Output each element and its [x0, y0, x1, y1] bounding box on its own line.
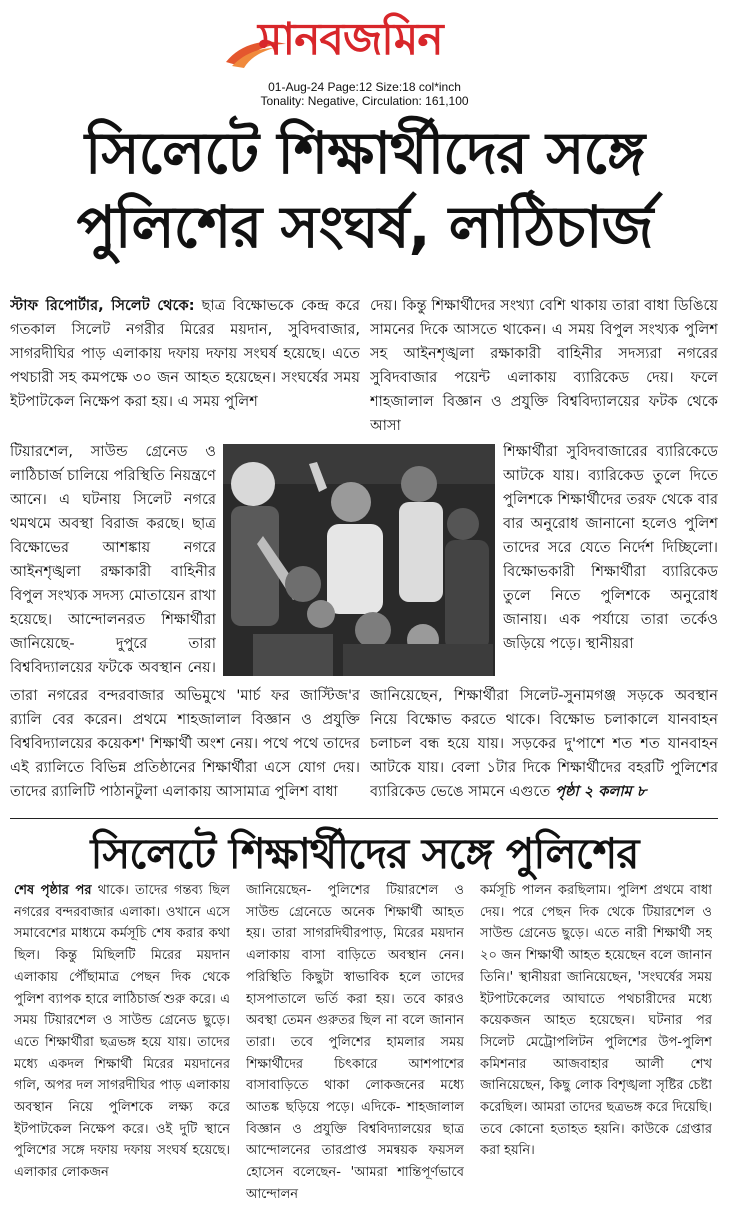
protest-photo-image: [223, 444, 495, 676]
news-photo: [223, 444, 495, 676]
article-text: ছাত্র বিক্ষোভকে কেন্দ্র করে গতকাল সিলেট নগরীর মিরের ময়দান, সুবিদবাজার, সাগরদীঘির পাড় এলাকায় দফায় দফায় সংঘর্ষ হয়েছে। এতে পথচারী সহ কমপক্ষে ৩০ জন আহত হয়েছেন। সংঘর্ষের সময় ইটপাটকেল নিক্ষেপ করা হয়। এ সময় পুলিশ: [10, 297, 360, 410]
article-text: শিক্ষার্থীরা সুবিদবাজারের ব্যারিকেডে আটকে যায়। ব্যারিকেড তুলে দিতে পুলিশকে শিক্ষার্থীদের তরফ থেকে বার বার অনুরোধ জানানো হলেও পুলিশ তাদের সরে যেতে নির্দেশ দিচ্ছিলো। বিক্ষোভকারী শিক্ষার্থীরা ব্যারিকেড তুলে নিতে পুলিশকে অনুরোধ জানায়। এক পর্যায়ে তারা তর্কেও জড়িয়ে পড়ে। স্থানীয়রা: [503, 443, 718, 652]
article-col-left-bottom: [10, 684, 360, 806]
headline-line2: পুলিশের সংঘর্ষ, লাঠিচার্জ: [76, 193, 653, 261]
continuation-col2: [246, 880, 464, 1214]
clip-meta-line1: 01-Aug-24 Page:12 Size:18 col*inch: [268, 80, 461, 94]
article-col-right-top: [370, 294, 718, 440]
continuation-lead-in: শেষ পৃষ্ঠার পর: [14, 883, 92, 898]
article-text: দেয়। কিন্তু শিক্ষার্থীদের সংখ্যা বেশি থাকায় তারা বাধা ডিঙিয়ে সামনের দিকে আসতে থাকেন। এ সময় বিপুল সংখ্যক পুলিশ সহ আইনশৃঙ্খলা রক্ষাকারী বাহিনীর সদস্যরা নগরের সুবিদবাজার পয়েন্ট এলাকায় ব্যারিকেড দেয়। ফলে শাহজালাল বিজ্ঞান ও প্রযুক্তি বিশ্ববিদ্যালয়ের ফটক থেকে আসা: [370, 297, 718, 434]
article-text: জানিয়েছেন, শিক্ষার্থীরা সিলেট-সুনামগঞ্জ সড়কে অবস্থান নিয়ে বিক্ষোভ করতে থাকে। বিক্ষোভ চলাকালে যানবাহন চলাচল বন্ধ হয়ে যায়। সড়কের দু'পাশে শত শত যানবাহন আটকে যায়। বেলা ১টার দিকে শিক্ষার্থীদের বহরটি পুলিশের ব্যারিকেড ভেঙে সামনে এগুতে: [370, 687, 718, 800]
main-headline: [0, 116, 729, 264]
continuation-text: কর্মসূচি পালন করছিলাম। পুলিশ প্রথমে বাধা দেয়। পরে পেছন দিক থেকে টিয়ারশেল ও সাউন্ড গ্রেনেড ছুড়ে। এতে নারী শিক্ষার্থী সহ ২০ জন শিক্ষার্থী আহত হয়েছেন বলে জানান তিনি।' স্থানীয়রা জানিয়েছেন, 'সংঘর্ষের সময় ইটপাটকেলের আঘাতে পথচারীদের মধ্যে কয়েকজন আহত হয়েছেন। ঘটনার পর সিলেট মেট্রোপলিটন পুলিশের উপ-পুলিশ কমিশনার আজবাহার আলী শেখ জানিয়েছেন, কিছু লোক বিশৃঙ্খলা সৃষ্টির চেষ্টা করেছিল। আমরা তাদের ছত্রভঙ্গ করে দিয়েছি। তবে কোনো হতাহত হয়নি। কাউকে গ্রেপ্তার করা হয়নি।: [480, 883, 712, 1159]
article-col-right-bottom: [370, 684, 718, 806]
headline-line1: সিলেটে শিক্ষার্থীদের সঙ্গে: [84, 119, 645, 187]
article-col-left-top: [10, 294, 360, 440]
article-col-right-mid: [503, 440, 718, 680]
jump-label: পৃষ্ঠা ২ কলাম ৮: [554, 783, 647, 800]
masthead: [0, 8, 729, 78]
continuation-col3: [480, 880, 712, 1214]
article-text: টিয়ারশেল, সাউন্ড গ্রেনেড ও লাঠিচার্জ চালিয়ে পরিস্থিতি নিয়ন্ত্রণে আনে। এ ঘটনায় সিলেট নগরে থমথমে অবস্থা বিরাজ করছে। ছাত্র বিক্ষোভের আশঙ্কায় নগরে আইনশৃঙ্খলা রক্ষাকারী বাহিনীর বিপুল সংখ্যক সদস্য মোতায়েন রাখা হয়েছে। আন্দোলনরত শিক্ষার্থীরা জানিয়েছে- দুপুরে তারা বিশ্ববিদ্যালয়ের ফটকে অবস্থান নেয়।: [10, 443, 216, 676]
continuation-text: জানিয়েছেন- পুলিশের টিয়ারশেল ও সাউন্ড গ্রেনেডে অনেক শিক্ষার্থী আহত হয়। তারা সাগরদিঘীরপাড়, মিরের ময়দান এলাকায় বাসা বাড়িতে অবস্থান নেন। পরিস্থিতি কিছুটা স্বাভাবিক হলে তাদের হাসপাতালে ভর্তি করা হয়। তবে কারও অবস্থা তেমন গুরুতর ছিল না বলে জানান তারা। তবে পুলিশের হামলার সময় শিক্ষার্থীদের চিৎকারে আশপাশের বাসাবাড়িতে থাকা লোকজনের মধ্যে আতঙ্ক ছড়িয়ে পড়ে। এদিকে- শাহজালাল বিজ্ঞান ও প্রযুক্তি বিশ্ববিদ্যালয়ের ছাত্র আন্দোলনের তারপ্রাপ্ত সমন্বয়ক ফয়সল হোসেন বলেছেন- 'আমরা শান্তিপূর্ণভাবে আন্দোলন: [246, 883, 464, 1202]
clip-meta: [0, 80, 729, 108]
article-col-left-mid: [10, 440, 216, 680]
article-text: তারা নগরের বন্দরবাজার অভিমুখে 'মার্চ ফর জাস্টিজ'র র‍্যালি বের করেন। প্রথমে শাহজালাল বিজ্ঞান ও প্রযুক্তি বিশ্ববিদ্যালয়ের কয়েকশ' শিক্ষার্থী অংশ নেয়। পথে পথে তাদের এই র‍্যালিতে বিভিন্ন প্রতিষ্ঠানের শিক্ষার্থীরা এসে যোগ দেয়। তাদের র‍্যালিটি পাঠানটুলা এলাকায় আসামাত্র পুলিশ বাধা: [10, 687, 360, 800]
masthead-title: মানবজমিন: [258, 14, 443, 65]
continuation-text: থাকে। তাদের গন্তব্য ছিল নগরের বন্দরবাজার এলাকা। ওখানে এসে সমাবেশের মাধ্যমে কর্মসূচি শেষ করার কথা ছিল। কিন্তু মিছিলটি মিরের ময়দান এলাকায় পৌঁছামাত্র পেছন দিক থেকে পুলিশ ব্যাপক হারে লাঠিচার্জ শুরু করে। এ সময় টিয়ারশেল ও সাউন্ড গ্রেনেড ছুড়ে। এতে শিক্ষার্থীরা ছত্রভঙ্গ হয়ে যায়। তাদের মধ্যে একদল শিক্ষার্থী মিরের ময়দানের গলি, অপর দল সাগরদীঘির পাড় এলাকায় অবস্থান নিয়ে পুলিশকে লক্ষ্য করে ইটপাটকেল নিক্ষেপ করে। ওই দুটি স্থানে পুলিশের সঙ্গে দফায় দফায় সংঘর্ষ হয়েছে। এলাকার লোকজন: [14, 883, 230, 1181]
section-divider: [10, 818, 718, 819]
continuation-headline: সিলেটে শিক্ষার্থীদের সঙ্গে পুলিশের: [90, 829, 639, 878]
clip-meta-line2: Tonality: Negative, Circulation: 161,100: [260, 94, 469, 108]
continuation-col1: [14, 880, 230, 1214]
article-lead-in: স্টাফ রিপোর্টার, সিলেট থেকে:: [10, 297, 195, 314]
